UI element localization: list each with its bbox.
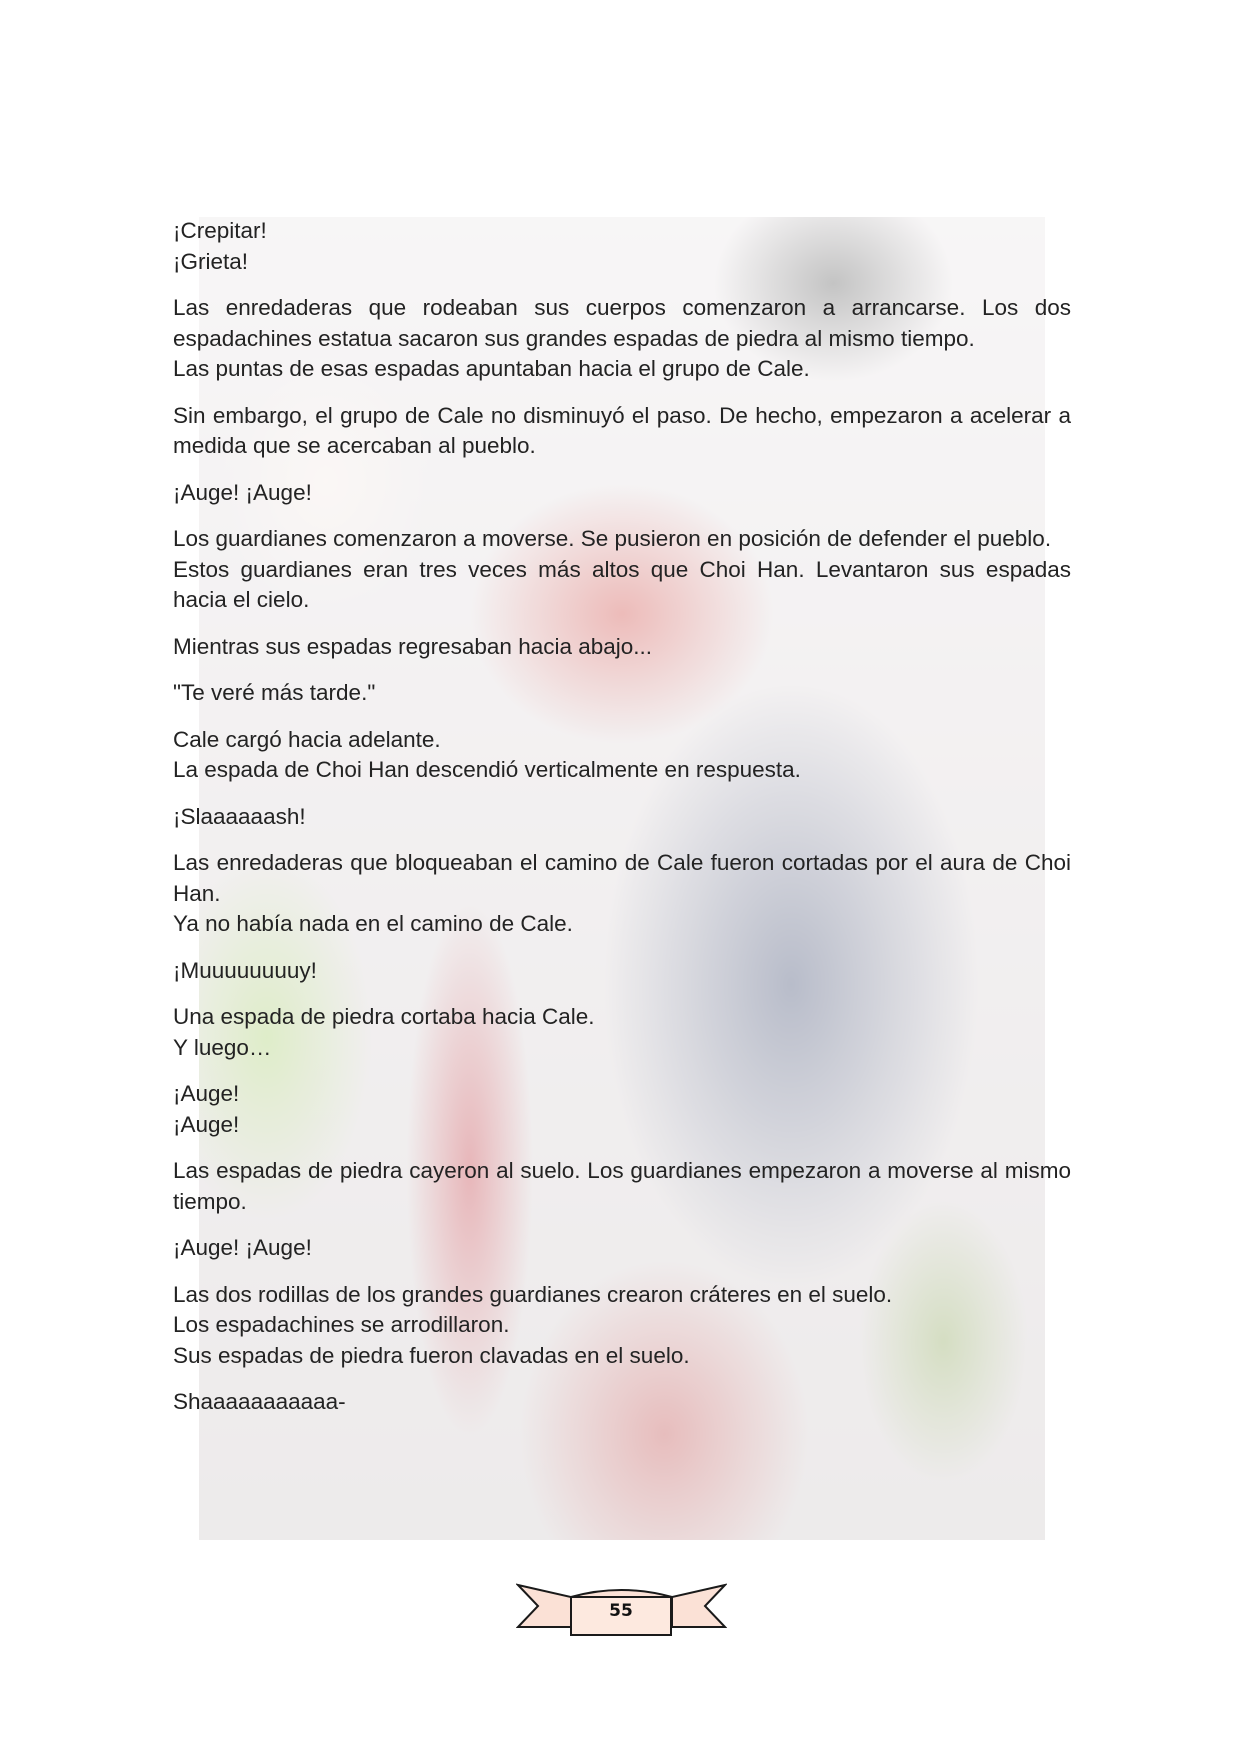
page-number: 55 bbox=[609, 1601, 633, 1621]
text-line: Sus espadas de piedra fueron clavadas en el suelo. bbox=[173, 1342, 690, 1368]
paragraph bbox=[173, 1387, 1071, 1418]
text-line: ¡Auge! bbox=[173, 1081, 240, 1106]
text-line: Las espadas de piedra cayeron al suelo. Los guardianes empezaron a moverse al mismo tiempo. bbox=[173, 1158, 1071, 1214]
text-line: ¡Grieta! bbox=[173, 248, 249, 274]
text-line: Ya no había nada en el camino de Cale. bbox=[173, 911, 573, 936]
paragraph bbox=[173, 216, 1071, 277]
paragraph bbox=[173, 401, 1071, 462]
text-line: ¡Slaaaaaash! bbox=[173, 803, 306, 829]
text-line: Una espada de piedra cortaba hacia Cale. bbox=[173, 1004, 595, 1029]
text-line: Mientras sus espadas regresaban hacia abajo... bbox=[173, 633, 653, 659]
text-line: Las enredaderas que bloqueaban el camino de Cale fueron cortadas por el aura de Choi Han. bbox=[173, 850, 1071, 906]
paragraph bbox=[173, 1079, 1071, 1140]
text-line: Estos guardianes eran tres veces más altos que Choi Han. Levantaron sus espadas hacia el cielo. bbox=[173, 556, 1071, 612]
text-line: Las dos rodillas de los grandes guardianes crearon cráteres en el suelo. bbox=[173, 1281, 893, 1307]
text-line: ¡Muuuuuuuuy! bbox=[173, 957, 317, 983]
text-line: Sin embargo, el grupo de Cale no disminuyó el paso. De hecho, empezaron a acelerar a medida que se acercaban al pueblo. bbox=[173, 402, 1071, 458]
text-line: ¡Auge! bbox=[173, 1111, 240, 1137]
paragraph bbox=[173, 478, 1071, 509]
paragraph bbox=[173, 1280, 1071, 1372]
body-text bbox=[173, 216, 1071, 1434]
text-line: ¡Auge! ¡Auge! bbox=[173, 1235, 312, 1260]
paragraph bbox=[173, 725, 1071, 786]
page-number-banner bbox=[516, 1579, 727, 1637]
text-line: La espada de Choi Han descendió verticalmente en respuesta. bbox=[173, 757, 801, 782]
paragraph bbox=[173, 1156, 1071, 1217]
paragraph bbox=[173, 848, 1071, 940]
text-line: Los espadachines se arrodillaron. bbox=[173, 1312, 510, 1337]
text-line: Cale cargó hacia adelante. bbox=[173, 726, 441, 752]
text-line: Y luego… bbox=[173, 1034, 272, 1060]
text-line: ¡Crepitar! bbox=[173, 218, 267, 243]
text-line: Las enredaderas que rodeaban sus cuerpos comenzaron a arrancarse. Los dos espadachines estatua sacaron sus grandes espadas de piedra al mismo tiempo. bbox=[173, 295, 1071, 351]
paragraph bbox=[173, 678, 1071, 709]
paragraph bbox=[173, 293, 1071, 385]
text-line: "Te veré más tarde." bbox=[173, 680, 376, 705]
paragraph bbox=[173, 956, 1071, 987]
paragraph bbox=[173, 802, 1071, 833]
text-line: Los guardianes comenzaron a moverse. Se pusieron en posición de defender el pueblo. bbox=[173, 526, 1052, 551]
text-line: Las puntas de esas espadas apuntaban hacia el grupo de Cale. bbox=[173, 356, 810, 381]
paragraph bbox=[173, 1002, 1071, 1063]
text-line: ¡Auge! ¡Auge! bbox=[173, 479, 312, 505]
paragraph bbox=[173, 632, 1071, 663]
text-line: Shaaaaaaaaaaa- bbox=[173, 1389, 346, 1414]
paragraph bbox=[173, 524, 1071, 616]
paragraph bbox=[173, 1233, 1071, 1264]
